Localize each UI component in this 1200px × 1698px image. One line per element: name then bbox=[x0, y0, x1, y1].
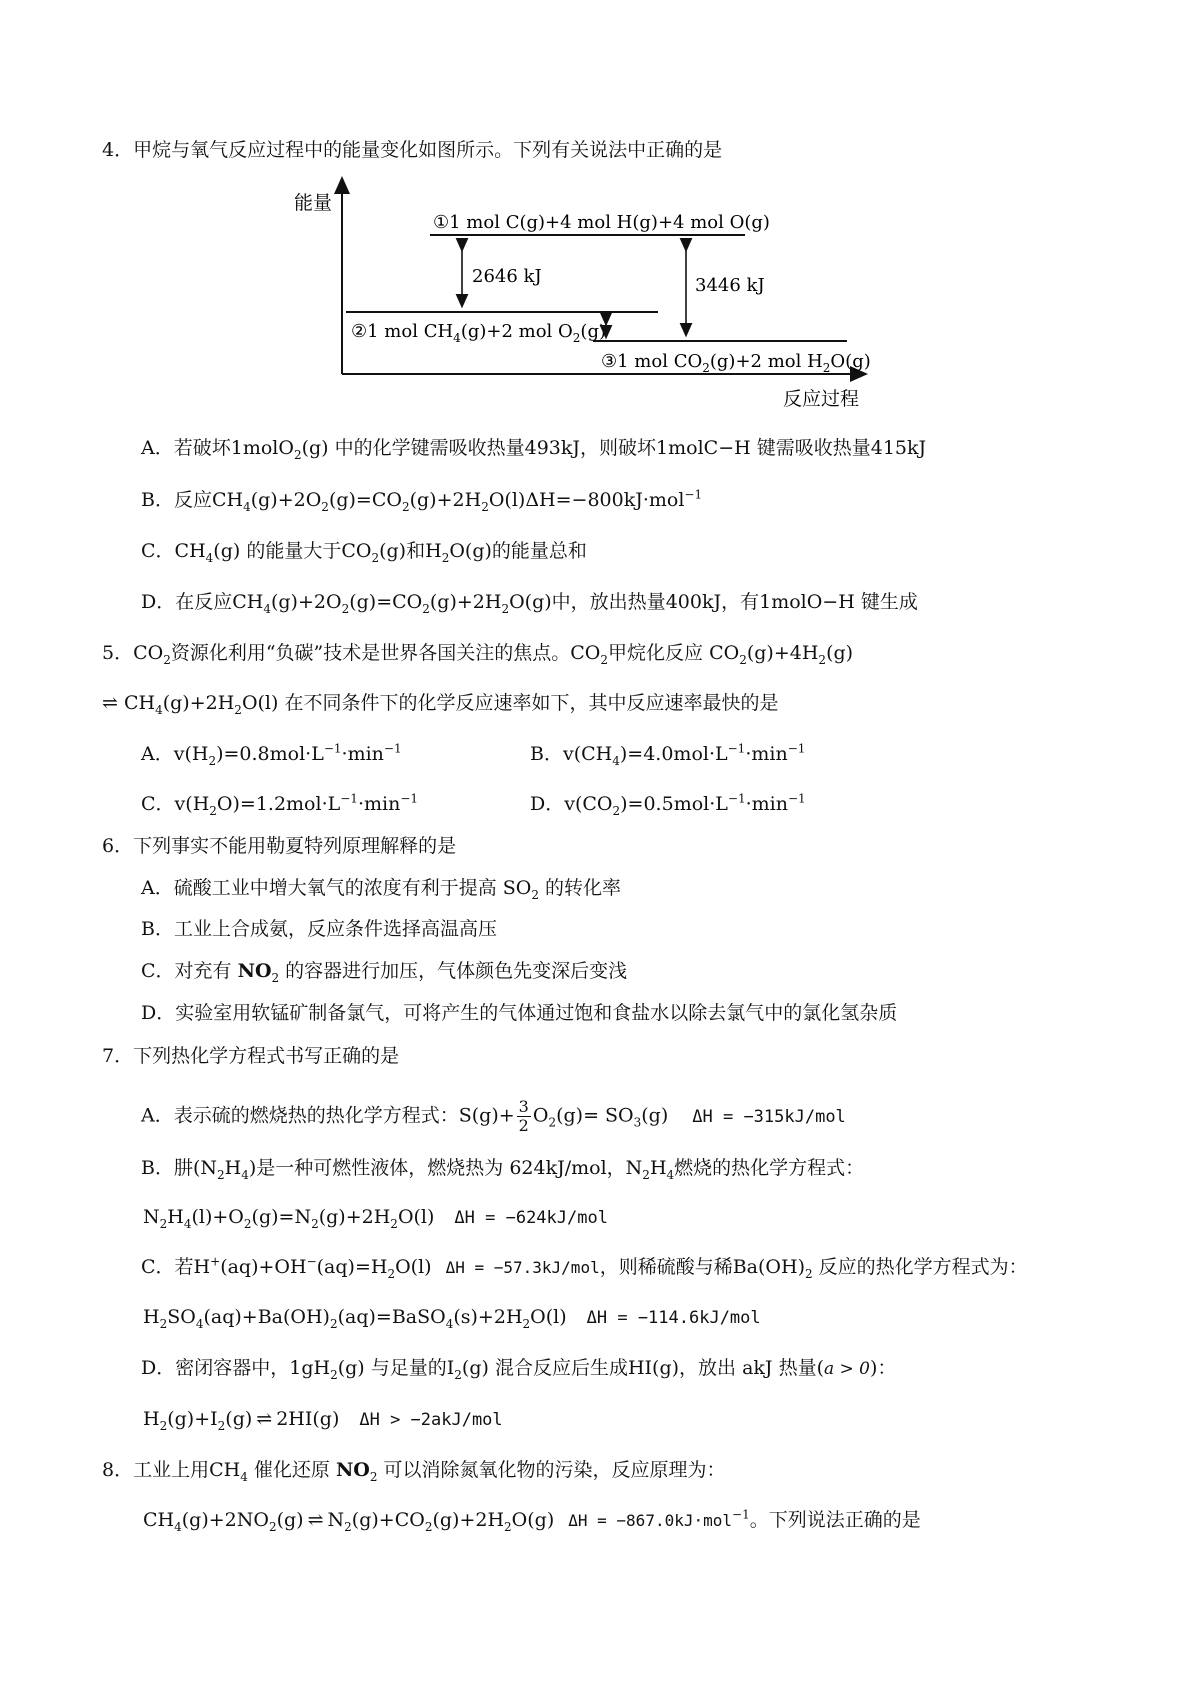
q7-option-a: A．表示硫的燃烧热的热化学方程式：S(g)+ $\frac{3}{2}$ $O_2(g)= SO_3(g) \Delta H = -315kJ/mol$ bbox=[141, 1097, 846, 1135]
q5-option-d: D．$v(CO_2)=0.5mol\cdot L^{-1}\cdot\min^{-1}$ bbox=[530, 791, 806, 818]
gap-3446-label: 3446 kJ bbox=[695, 275, 765, 296]
energy-diagram bbox=[294, 178, 880, 410]
q6-option-d: D．实验室用软锰矿制备氯气，可将产生的气体通过饱和食盐水以除去氯气中的氯化氢杂质 bbox=[141, 1002, 898, 1024]
y-axis-label: 能量 bbox=[294, 192, 333, 214]
level-1-label: ①1 mol C(g)+4 mol H(g)+4 mol O(g) bbox=[433, 212, 770, 233]
q6-option-b: B．工业上合成氨，反应条件选择高温高压 bbox=[141, 918, 497, 940]
q4-option-d: D．在反应$CH_4(g)+2O_2(g)=CO_2(g)+2H_2O(g)$中，放出热量400kJ，有1molO−H 键生成 bbox=[141, 591, 918, 616]
level-2-label: ②1 mol $CH_4(g)+2$ mol $O_2(g)$ bbox=[351, 321, 606, 345]
q7-option-b: B．肼$(N_2H_4)$是一种可燃性液体，燃烧热为 624kJ/mol，$N_2H_4$燃烧的热化学方程式： bbox=[141, 1157, 865, 1182]
gap-2646-label: 2646 kJ bbox=[472, 266, 542, 287]
q6-option-c: C．对充有 $NO_2$ 的容器进行加压，气体颜色先变深后变浅 bbox=[141, 960, 628, 985]
q7-option-d-equation: $H_2(g)+I_2(g)$ ⇌ 2HI(g) ΔH > −2akJ/mol bbox=[143, 1408, 503, 1433]
q7-option-c: C．若$H^+(aq)+OH^-(aq)=H_2O(l) \Delta H = -57.3kJ/mol$，则稀硫酸与稀$Ba(OH)_2$ 反应的热化学方程式为： bbox=[141, 1254, 1028, 1281]
q8-stem-line2: $CH_4(g)+2NO_2(g)$ ⇌ $N_2(g)+CO_2(g)+2H_2O(g) \Delta H = -867.0kJ\cdot mol^{-1}$。下列说法正确的是 bbox=[143, 1507, 921, 1534]
q5-option-a: A．$v(H_2)=0.8mol\cdot L^{-1}\cdot\min^{-1}$ bbox=[141, 741, 402, 768]
q4-option-b: B．反应$CH_4(g)+2O_2(g)=CO_2(g)+2H_2O(l)\Delta H=-800kJ\cdot mol^{-1}$ bbox=[141, 487, 703, 514]
fraction-3-2: $\frac{3}{2}$ bbox=[518, 1097, 529, 1135]
q5-stem-line2: ⇌ $CH_4(g)+2H_2O(l)$ 在不同条件下的化学反应速率如下，其中反应速率最快的是 bbox=[102, 692, 779, 717]
q5-stem-line1: 5．$CO_2$资源化利用“负碳”技术是世界各国关注的焦点。$CO_2$甲烷化反应 $CO_2(g)+4H_2(g)$ bbox=[102, 642, 854, 667]
q4-stem: 4．甲烷与氧气反应过程中的能量变化如图所示。下列有关说法中正确的是 bbox=[102, 139, 723, 161]
q7-option-b-equation: $N_2H_4(l)+O_2(g)=N_2(g)+2H_2O(l) \Delta H = -624kJ/mol$ bbox=[143, 1206, 608, 1231]
q6-option-a: A．硫酸工业中增大氧气的浓度有利于提高 $SO_2$ 的转化率 bbox=[141, 877, 622, 902]
q5-option-b: B．$v(CH_4)=4.0mol\cdot L^{-1}\cdot\min^{-1}$ bbox=[530, 741, 806, 768]
q4-option-c: C．$CH_4(g)$ 的能量大于$CO_2(g)$和$H_2O(g)$的能量总和 bbox=[141, 540, 587, 565]
q5-option-c: C．$v(H_2O)=1.2mol\cdot L^{-1}\cdot\min^{-1}$ bbox=[141, 791, 419, 818]
q6-stem: 6．下列事实不能用勒夏特列原理解释的是 bbox=[102, 835, 457, 857]
q7-stem: 7．下列热化学方程式书写正确的是 bbox=[102, 1045, 400, 1067]
q4-option-a: A．若破坏1molO$_2$(g) 中的化学键需吸收热量493kJ，则破坏1molC−H 键需吸收热量415kJ bbox=[141, 437, 927, 462]
level-3-label: ③1 mol $CO_2(g)+2$ mol $H_2O(g)$ bbox=[601, 351, 871, 375]
q8-stem-line1: 8．工业上用$CH_4$ 催化还原 $NO_2$ 可以消除氮氧化物的污染，反应原理为： bbox=[102, 1459, 726, 1484]
x-axis-label: 反应过程 bbox=[783, 388, 860, 410]
q7-option-c-equation: $H_2SO_4(aq)+Ba(OH)_2(aq)=BaSO_4(s)+2H_2O(l) \Delta H = -114.6kJ/mol$ bbox=[143, 1306, 761, 1331]
q7-option-d: D．密闭容器中，$1gH_2(g)$ 与足量的$I_2(g)$ 混合反应后生成HI(g)，放出 akJ 热量(a > 0)： bbox=[141, 1357, 897, 1382]
